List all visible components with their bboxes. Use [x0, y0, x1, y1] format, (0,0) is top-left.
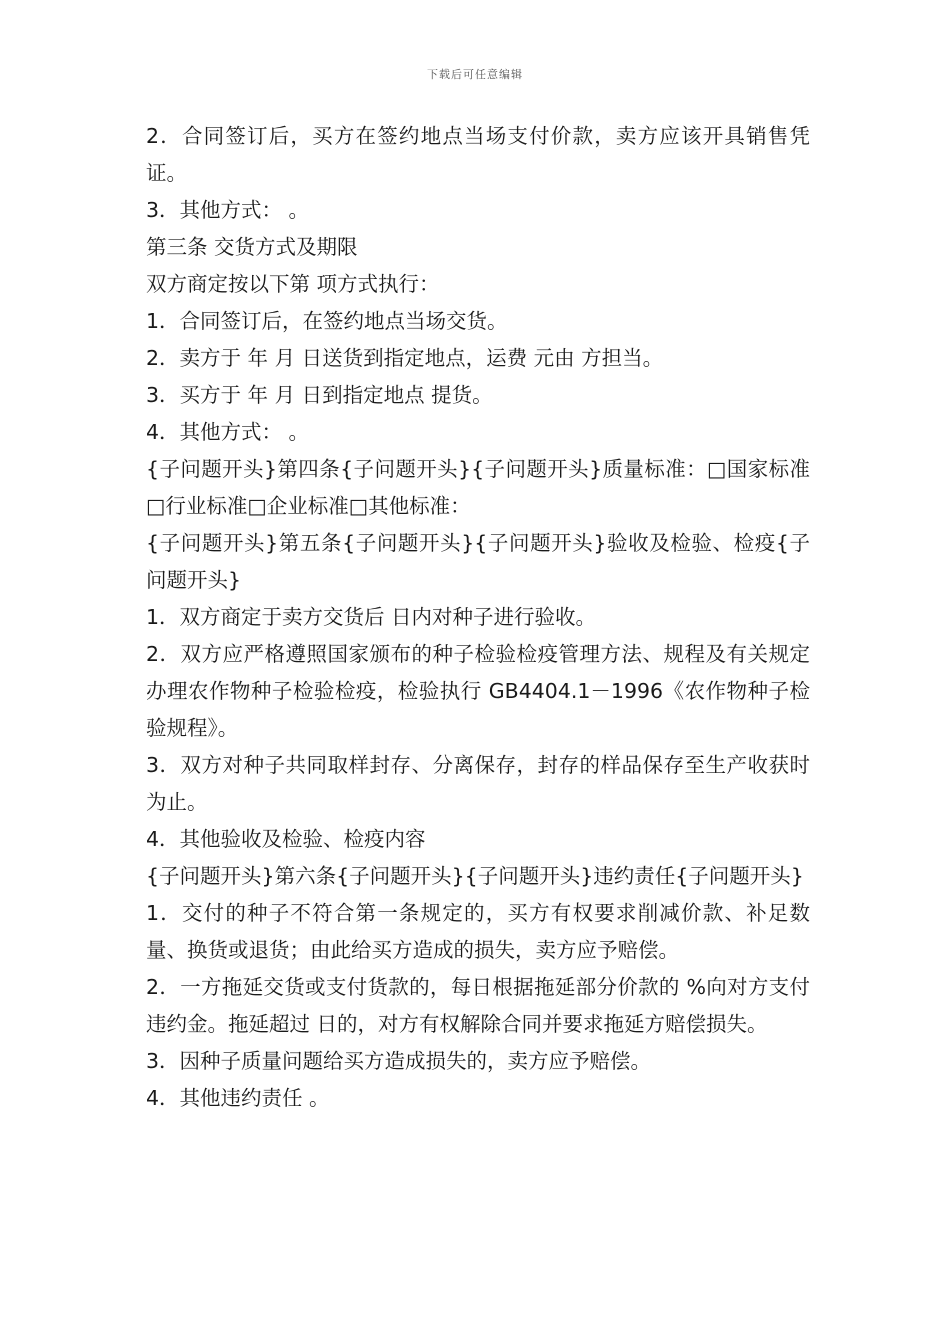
paragraph-delivery-intro: 双方商定按以下第 项方式执行：	[146, 272, 440, 296]
paragraph-liability-1: 1．交付的种子不符合第一条规定的，买方有权要求削减价款、补足数量、换货或退货；由此给买方造成的损失，卖方应予赔偿。	[146, 901, 810, 962]
article-5-heading: {子问题开头}第五条{子问题开头}{子问题开头}验收及检验、检疫{子问题开头}	[146, 531, 810, 592]
paragraph-liability-2: 2．一方拖延交货或支付货款的，每日根据拖延部分价款的 %向对方支付违约金。拖延超过 日的，对方有权解除合同并要求拖延方赔偿损失。	[146, 975, 810, 1036]
paragraph-delivery-3: 3．买方于 年 月 日到指定地点 提货。	[146, 383, 493, 407]
paragraph-liability-4: 4．其他违约责任 。	[146, 1086, 330, 1110]
paragraph-delivery-4: 4．其他方式： 。	[146, 420, 310, 444]
paragraph-inspection-1: 1．双方商定于卖方交货后 日内对种子进行验收。	[146, 605, 597, 629]
paragraph-inspection-4: 4．其他验收及检验、检疫内容	[146, 827, 426, 851]
article-3-heading: 第三条 交货方式及期限	[146, 235, 358, 259]
paragraph-liability-3: 3．因种子质量问题给买方造成损失的，卖方应予赔偿。	[146, 1049, 652, 1073]
paragraph-inspection-3: 3．双方对种子共同取样封存、分离保存，封存的样品保存至生产收获时为止。	[146, 753, 810, 814]
paragraph-payment-2: 2．合同签订后，买方在签约地点当场支付价款，卖方应该开具销售凭证。	[146, 124, 810, 185]
paragraph-delivery-1: 1．合同签订后，在签约地点当场交货。	[146, 309, 508, 333]
paragraph-payment-3: 3．其他方式： 。	[146, 198, 310, 222]
article-4-quality-standard: {子问题开头}第四条{子问题开头}{子问题开头}质量标准：□国家标准□行业标准□企业标准□其他标准：	[146, 457, 810, 518]
document-body	[146, 118, 810, 1117]
paragraph-delivery-2: 2．卖方于 年 月 日送货到指定地点，运费 元由 方担当。	[146, 346, 664, 370]
header-note: 下载后可任意编辑	[427, 68, 523, 81]
article-6-heading: {子问题开头}第六条{子问题开头}{子问题开头}违约责任{子问题开头}	[146, 864, 804, 888]
paragraph-inspection-2: 2．双方应严格遵照国家颁布的种子检验检疫管理方法、规程及有关规定办理农作物种子检验检疫，检验执行 GB4404.1－1996《农作物种子检验规程》。	[146, 642, 810, 740]
